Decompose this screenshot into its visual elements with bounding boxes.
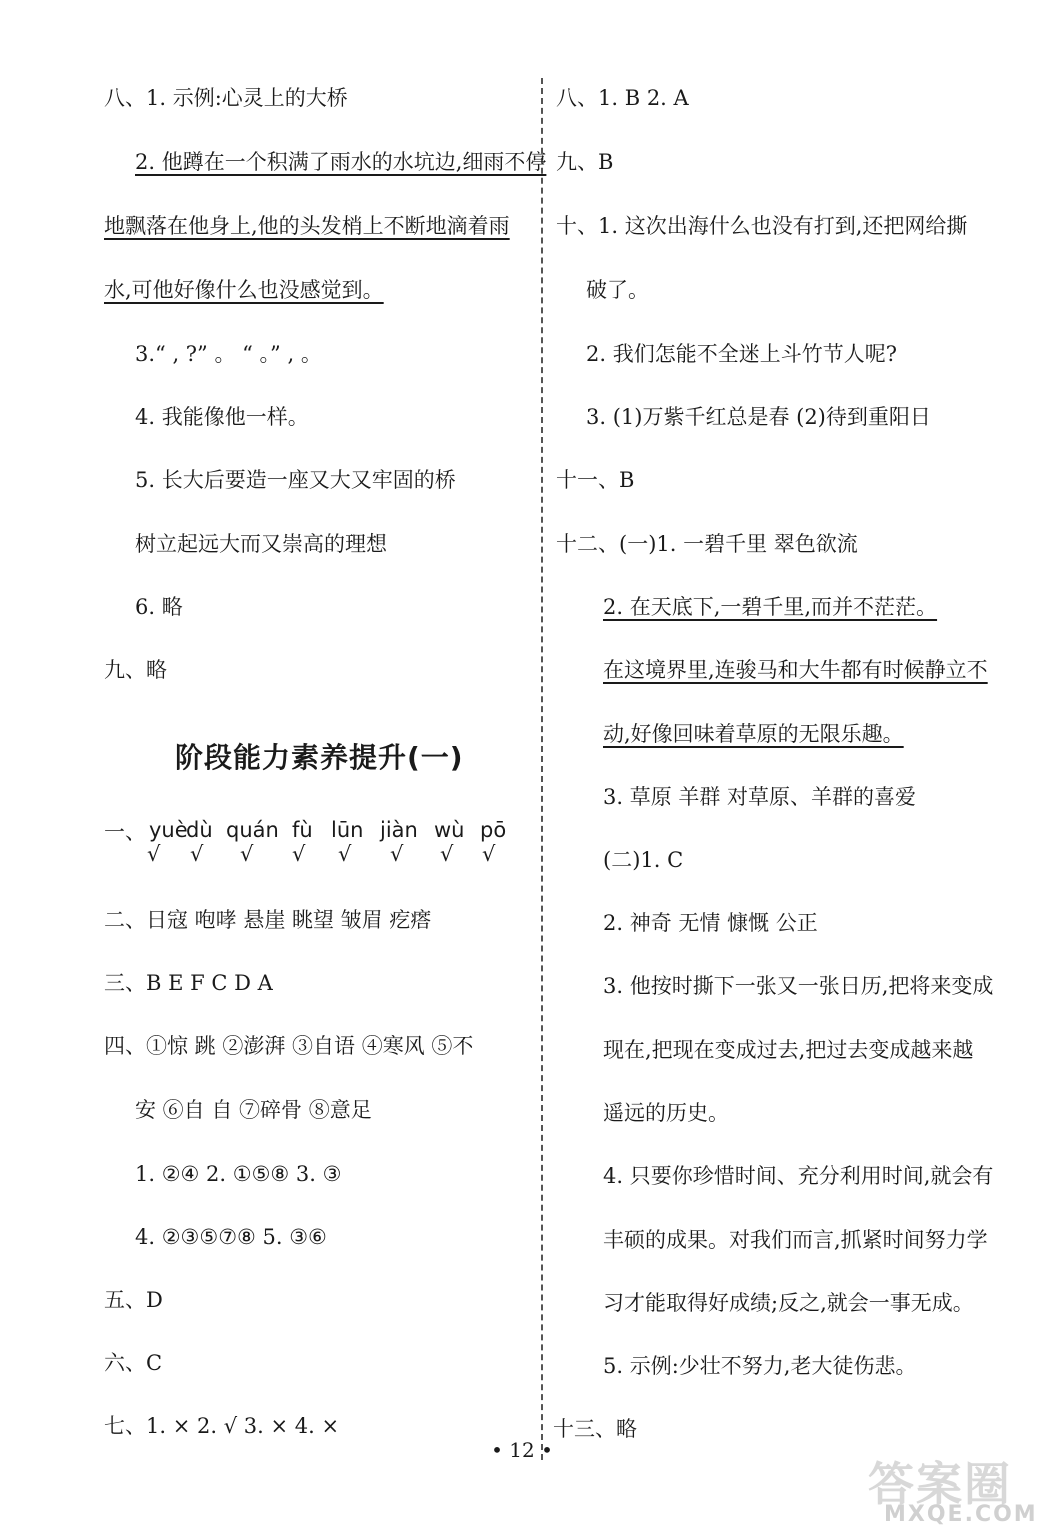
answer-line: 3. (1)万紫千红总是春 (2)待到重阳日 [586, 405, 931, 429]
answer-line: 1. ②④ 2. ①⑤⑧ 3. ③ [135, 1162, 342, 1186]
answer-line: 水,可他好像什么也没感觉到。 [104, 278, 384, 302]
check-mark: √ [240, 842, 254, 866]
answer-line: 四、①惊 跳 ②澎湃 ③自语 ④寒风 ⑤不 [104, 1034, 474, 1058]
answer-line: 九、B [556, 150, 614, 174]
pinyin-item: lūn [331, 818, 364, 842]
answer-line: 地飘落在他身上,他的头发梢上不断地滴着雨 [104, 214, 510, 238]
answer-line: 在这境界里,连骏马和大牛都有时候静立不 [603, 658, 988, 682]
answer-line: 十三、略 [553, 1417, 637, 1441]
answer-line: 动,好像回味着草原的无限乐趣。 [603, 722, 904, 746]
answer-line: 五、D [104, 1288, 163, 1312]
pinyin-item: dù [186, 818, 213, 842]
check-mark: √ [482, 842, 496, 866]
check-mark: √ [390, 842, 404, 866]
answer-line: 3.“ , ?” 。 “ 。” , 。 [135, 342, 322, 366]
answer-line: 习才能取得好成绩;反之,就会一事无成。 [603, 1291, 974, 1315]
answer-line: 4. 我能像他一样。 [135, 405, 309, 429]
answer-line: 2. 我们怎能不全迷上斗竹节人呢? [586, 342, 897, 366]
answer-line: 破了。 [586, 278, 649, 302]
answer-line: 现在,把现在变成过去,把过去变成越来越 [603, 1038, 974, 1062]
answer-line: 3. 他按时撕下一张又一张日历,把将来变成 [603, 974, 994, 998]
answer-line: 七、1. × 2. √ 3. × 4. × [104, 1414, 340, 1438]
pinyin-item: quán [226, 818, 279, 842]
answer-line: 六、C [104, 1351, 163, 1375]
answer-line: 5. 示例:少壮不努力,老大徒伤悲。 [603, 1354, 917, 1378]
answer-line: 5. 长大后要造一座又大又牢固的桥 [135, 468, 456, 492]
answer-line: 三、B E F C D A [104, 971, 273, 995]
answer-line: 2. 在天底下,一碧千里,而并不茫茫。 [603, 595, 938, 619]
pinyin-item: wù [434, 818, 465, 842]
answer-line: 6. 略 [135, 595, 183, 619]
answer-line: 十一、B [556, 468, 635, 492]
pinyin-item: pō [480, 818, 507, 842]
pinyin-item: fù [292, 818, 313, 842]
answer-line: 树立起远大而又崇高的理想 [135, 532, 387, 556]
answer-line: 2. 神奇 无情 慷慨 公正 [603, 911, 818, 935]
pinyin-item: yuè [149, 818, 188, 842]
answer-line: 十、1. 这次出海什么也没有打到,还把网给撕 [556, 214, 968, 238]
section-title: 阶段能力素养提升(一) [175, 741, 464, 774]
watermark-logo [868, 1448, 1038, 1532]
answer-line: 安 ⑥自 自 ⑦碎骨 ⑧意足 [135, 1098, 372, 1122]
answer-line: (二)1. C [603, 848, 684, 872]
answer-line: 八、1. B 2. A [556, 86, 689, 110]
answer-line: 十二、(一)1. 一碧千里 翠色欲流 [556, 532, 858, 556]
check-mark: √ [338, 842, 352, 866]
answer-line: 3. 草原 羊群 对草原、羊群的喜爱 [603, 785, 917, 809]
answer-line: 遥远的历史。 [603, 1101, 729, 1125]
answer-line: 4. 只要你珍惜时间、充分利用时间,就会有 [603, 1164, 994, 1188]
check-mark: √ [147, 842, 161, 866]
check-mark: √ [440, 842, 454, 866]
answer-line: 丰硕的成果。对我们而言,抓紧时间努力学 [603, 1228, 988, 1252]
check-mark: √ [190, 842, 204, 866]
answer-line: 4. ②③⑤⑦⑧ 5. ③⑥ [135, 1225, 327, 1249]
check-mark: √ [292, 842, 306, 866]
answer-line: 2. 他蹲在一个积满了雨水的水坑边,细雨不停 [135, 150, 547, 174]
answer-line: 一、 [104, 820, 146, 844]
watermark-text: 答案圈 [868, 1457, 1012, 1511]
pinyin-item: jiàn [380, 818, 418, 842]
answer-line: 九、略 [104, 658, 167, 682]
watermark-url: MXQE.COM [884, 1502, 1038, 1527]
answer-line: 八、1. 示例:心灵上的大桥 [104, 86, 348, 110]
column-divider [541, 78, 543, 1460]
answer-line: 二、日寇 咆哮 悬崖 眺望 皱眉 疙瘩 [104, 908, 432, 932]
page-number: • 12 • [491, 1438, 553, 1462]
